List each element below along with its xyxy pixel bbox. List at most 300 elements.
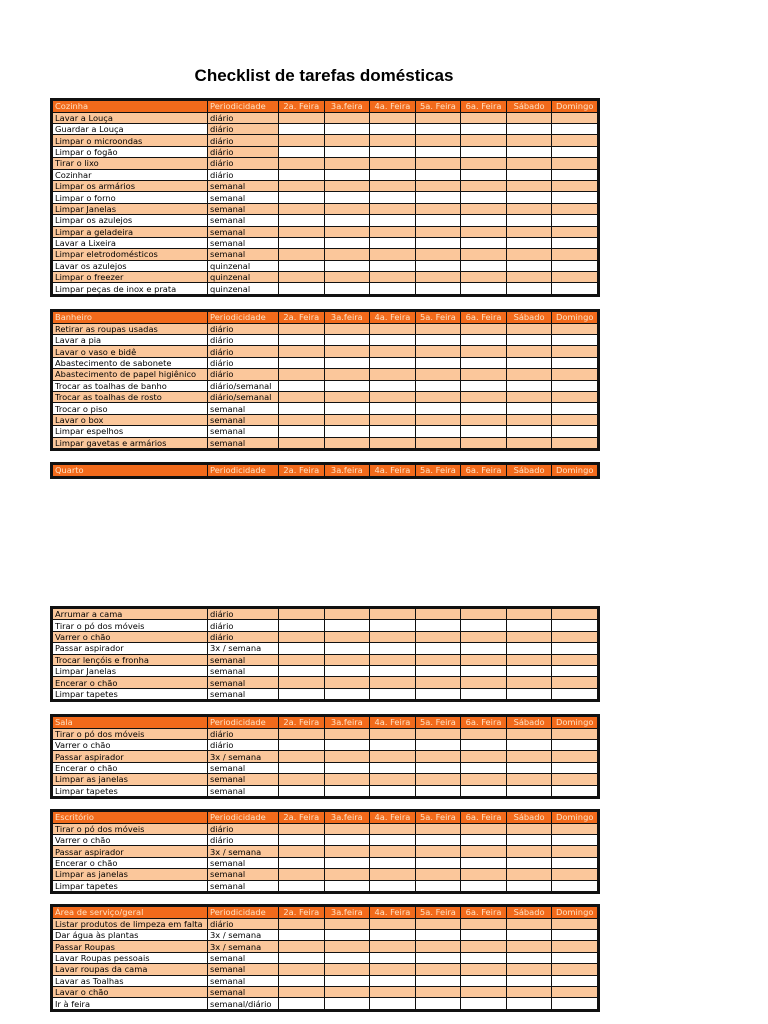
checkbox-cell[interactable] xyxy=(552,857,598,868)
checkbox-cell[interactable] xyxy=(552,260,598,271)
checkbox-cell[interactable] xyxy=(461,609,507,620)
checkbox-cell[interactable] xyxy=(461,631,507,642)
checkbox-cell[interactable] xyxy=(324,426,370,437)
checkbox-cell[interactable] xyxy=(552,123,598,134)
checkbox-cell[interactable] xyxy=(370,751,416,762)
checkbox-cell[interactable] xyxy=(461,158,507,169)
checkbox-cell[interactable] xyxy=(552,272,598,283)
checkbox-cell[interactable] xyxy=(370,403,416,414)
checkbox-cell[interactable] xyxy=(506,941,552,952)
checkbox-cell[interactable] xyxy=(552,357,598,368)
checkbox-cell[interactable] xyxy=(370,346,416,357)
checkbox-cell[interactable] xyxy=(279,880,325,891)
checkbox-cell[interactable] xyxy=(324,728,370,739)
checkbox-cell[interactable] xyxy=(370,665,416,676)
checkbox-cell[interactable] xyxy=(370,135,416,146)
checkbox-cell[interactable] xyxy=(552,941,598,952)
checkbox-cell[interactable] xyxy=(415,260,461,271)
checkbox-cell[interactable] xyxy=(279,437,325,448)
checkbox-cell[interactable] xyxy=(279,215,325,226)
checkbox-cell[interactable] xyxy=(415,952,461,963)
checkbox-cell[interactable] xyxy=(506,426,552,437)
checkbox-cell[interactable] xyxy=(552,762,598,773)
checkbox-cell[interactable] xyxy=(415,774,461,785)
checkbox-cell[interactable] xyxy=(415,369,461,380)
checkbox-cell[interactable] xyxy=(324,369,370,380)
checkbox-cell[interactable] xyxy=(461,941,507,952)
checkbox-cell[interactable] xyxy=(324,774,370,785)
checkbox-cell[interactable] xyxy=(324,846,370,857)
checkbox-cell[interactable] xyxy=(279,380,325,391)
checkbox-cell[interactable] xyxy=(552,192,598,203)
checkbox-cell[interactable] xyxy=(370,283,416,294)
checkbox-cell[interactable] xyxy=(461,123,507,134)
checkbox-cell[interactable] xyxy=(370,774,416,785)
checkbox-cell[interactable] xyxy=(461,226,507,237)
checkbox-cell[interactable] xyxy=(506,414,552,425)
checkbox-cell[interactable] xyxy=(370,846,416,857)
checkbox-cell[interactable] xyxy=(279,975,325,986)
checkbox-cell[interactable] xyxy=(461,762,507,773)
checkbox-cell[interactable] xyxy=(370,857,416,868)
checkbox-cell[interactable] xyxy=(279,260,325,271)
checkbox-cell[interactable] xyxy=(552,952,598,963)
checkbox-cell[interactable] xyxy=(552,226,598,237)
checkbox-cell[interactable] xyxy=(415,123,461,134)
checkbox-cell[interactable] xyxy=(461,403,507,414)
checkbox-cell[interactable] xyxy=(461,918,507,929)
checkbox-cell[interactable] xyxy=(461,834,507,845)
checkbox-cell[interactable] xyxy=(506,260,552,271)
checkbox-cell[interactable] xyxy=(461,369,507,380)
checkbox-cell[interactable] xyxy=(324,169,370,180)
checkbox-cell[interactable] xyxy=(324,391,370,402)
checkbox-cell[interactable] xyxy=(370,620,416,631)
checkbox-cell[interactable] xyxy=(415,158,461,169)
checkbox-cell[interactable] xyxy=(461,323,507,334)
checkbox-cell[interactable] xyxy=(279,334,325,345)
checkbox-cell[interactable] xyxy=(506,918,552,929)
checkbox-cell[interactable] xyxy=(552,846,598,857)
checkbox-cell[interactable] xyxy=(324,631,370,642)
checkbox-cell[interactable] xyxy=(279,203,325,214)
checkbox-cell[interactable] xyxy=(552,403,598,414)
checkbox-cell[interactable] xyxy=(370,762,416,773)
checkbox-cell[interactable] xyxy=(552,918,598,929)
checkbox-cell[interactable] xyxy=(370,986,416,997)
checkbox-cell[interactable] xyxy=(279,941,325,952)
checkbox-cell[interactable] xyxy=(506,823,552,834)
checkbox-cell[interactable] xyxy=(552,774,598,785)
checkbox-cell[interactable] xyxy=(415,169,461,180)
checkbox-cell[interactable] xyxy=(552,135,598,146)
checkbox-cell[interactable] xyxy=(415,112,461,123)
checkbox-cell[interactable] xyxy=(279,998,325,1009)
checkbox-cell[interactable] xyxy=(461,146,507,157)
checkbox-cell[interactable] xyxy=(552,180,598,191)
checkbox-cell[interactable] xyxy=(415,762,461,773)
checkbox-cell[interactable] xyxy=(370,975,416,986)
checkbox-cell[interactable] xyxy=(552,631,598,642)
checkbox-cell[interactable] xyxy=(506,203,552,214)
checkbox-cell[interactable] xyxy=(552,677,598,688)
checkbox-cell[interactable] xyxy=(324,414,370,425)
checkbox-cell[interactable] xyxy=(279,762,325,773)
checkbox-cell[interactable] xyxy=(279,283,325,294)
checkbox-cell[interactable] xyxy=(370,112,416,123)
checkbox-cell[interactable] xyxy=(415,857,461,868)
checkbox-cell[interactable] xyxy=(415,146,461,157)
checkbox-cell[interactable] xyxy=(279,391,325,402)
checkbox-cell[interactable] xyxy=(370,728,416,739)
checkbox-cell[interactable] xyxy=(279,751,325,762)
checkbox-cell[interactable] xyxy=(461,283,507,294)
checkbox-cell[interactable] xyxy=(506,112,552,123)
checkbox-cell[interactable] xyxy=(461,169,507,180)
checkbox-cell[interactable] xyxy=(415,654,461,665)
checkbox-cell[interactable] xyxy=(552,785,598,796)
checkbox-cell[interactable] xyxy=(552,323,598,334)
checkbox-cell[interactable] xyxy=(370,357,416,368)
checkbox-cell[interactable] xyxy=(324,964,370,975)
checkbox-cell[interactable] xyxy=(370,180,416,191)
checkbox-cell[interactable] xyxy=(461,237,507,248)
checkbox-cell[interactable] xyxy=(415,929,461,940)
checkbox-cell[interactable] xyxy=(415,192,461,203)
checkbox-cell[interactable] xyxy=(506,785,552,796)
checkbox-cell[interactable] xyxy=(279,180,325,191)
checkbox-cell[interactable] xyxy=(552,665,598,676)
checkbox-cell[interactable] xyxy=(415,834,461,845)
checkbox-cell[interactable] xyxy=(415,688,461,699)
checkbox-cell[interactable] xyxy=(461,869,507,880)
checkbox-cell[interactable] xyxy=(506,380,552,391)
checkbox-cell[interactable] xyxy=(279,226,325,237)
checkbox-cell[interactable] xyxy=(461,929,507,940)
checkbox-cell[interactable] xyxy=(324,334,370,345)
checkbox-cell[interactable] xyxy=(506,437,552,448)
checkbox-cell[interactable] xyxy=(506,654,552,665)
checkbox-cell[interactable] xyxy=(370,643,416,654)
checkbox-cell[interactable] xyxy=(415,728,461,739)
checkbox-cell[interactable] xyxy=(324,158,370,169)
checkbox-cell[interactable] xyxy=(461,272,507,283)
checkbox-cell[interactable] xyxy=(461,774,507,785)
checkbox-cell[interactable] xyxy=(552,998,598,1009)
checkbox-cell[interactable] xyxy=(324,739,370,750)
checkbox-cell[interactable] xyxy=(324,346,370,357)
checkbox-cell[interactable] xyxy=(324,403,370,414)
checkbox-cell[interactable] xyxy=(506,739,552,750)
checkbox-cell[interactable] xyxy=(279,952,325,963)
checkbox-cell[interactable] xyxy=(324,857,370,868)
checkbox-cell[interactable] xyxy=(279,272,325,283)
checkbox-cell[interactable] xyxy=(324,665,370,676)
checkbox-cell[interactable] xyxy=(279,918,325,929)
checkbox-cell[interactable] xyxy=(415,249,461,260)
checkbox-cell[interactable] xyxy=(552,426,598,437)
checkbox-cell[interactable] xyxy=(324,834,370,845)
checkbox-cell[interactable] xyxy=(415,986,461,997)
checkbox-cell[interactable] xyxy=(415,283,461,294)
checkbox-cell[interactable] xyxy=(552,751,598,762)
checkbox-cell[interactable] xyxy=(279,857,325,868)
checkbox-cell[interactable] xyxy=(461,739,507,750)
checkbox-cell[interactable] xyxy=(415,380,461,391)
checkbox-cell[interactable] xyxy=(370,123,416,134)
checkbox-cell[interactable] xyxy=(506,857,552,868)
checkbox-cell[interactable] xyxy=(415,346,461,357)
checkbox-cell[interactable] xyxy=(506,631,552,642)
checkbox-cell[interactable] xyxy=(552,146,598,157)
checkbox-cell[interactable] xyxy=(324,880,370,891)
checkbox-cell[interactable] xyxy=(370,785,416,796)
checkbox-cell[interactable] xyxy=(506,643,552,654)
checkbox-cell[interactable] xyxy=(506,929,552,940)
checkbox-cell[interactable] xyxy=(279,192,325,203)
checkbox-cell[interactable] xyxy=(461,192,507,203)
checkbox-cell[interactable] xyxy=(506,998,552,1009)
checkbox-cell[interactable] xyxy=(279,237,325,248)
checkbox-cell[interactable] xyxy=(506,834,552,845)
checkbox-cell[interactable] xyxy=(552,643,598,654)
checkbox-cell[interactable] xyxy=(415,964,461,975)
checkbox-cell[interactable] xyxy=(279,869,325,880)
checkbox-cell[interactable] xyxy=(370,334,416,345)
checkbox-cell[interactable] xyxy=(506,751,552,762)
checkbox-cell[interactable] xyxy=(506,180,552,191)
checkbox-cell[interactable] xyxy=(461,998,507,1009)
checkbox-cell[interactable] xyxy=(552,169,598,180)
checkbox-cell[interactable] xyxy=(506,123,552,134)
checkbox-cell[interactable] xyxy=(324,975,370,986)
checkbox-cell[interactable] xyxy=(552,975,598,986)
checkbox-cell[interactable] xyxy=(552,112,598,123)
checkbox-cell[interactable] xyxy=(415,226,461,237)
checkbox-cell[interactable] xyxy=(279,249,325,260)
checkbox-cell[interactable] xyxy=(415,869,461,880)
checkbox-cell[interactable] xyxy=(324,869,370,880)
checkbox-cell[interactable] xyxy=(370,272,416,283)
checkbox-cell[interactable] xyxy=(461,688,507,699)
checkbox-cell[interactable] xyxy=(324,762,370,773)
checkbox-cell[interactable] xyxy=(415,631,461,642)
checkbox-cell[interactable] xyxy=(279,834,325,845)
checkbox-cell[interactable] xyxy=(415,334,461,345)
checkbox-cell[interactable] xyxy=(506,869,552,880)
checkbox-cell[interactable] xyxy=(324,688,370,699)
checkbox-cell[interactable] xyxy=(279,665,325,676)
checkbox-cell[interactable] xyxy=(506,728,552,739)
checkbox-cell[interactable] xyxy=(506,391,552,402)
checkbox-cell[interactable] xyxy=(506,215,552,226)
checkbox-cell[interactable] xyxy=(415,403,461,414)
checkbox-cell[interactable] xyxy=(324,785,370,796)
checkbox-cell[interactable] xyxy=(324,272,370,283)
checkbox-cell[interactable] xyxy=(552,823,598,834)
checkbox-cell[interactable] xyxy=(552,203,598,214)
checkbox-cell[interactable] xyxy=(461,880,507,891)
checkbox-cell[interactable] xyxy=(370,215,416,226)
checkbox-cell[interactable] xyxy=(506,226,552,237)
checkbox-cell[interactable] xyxy=(324,283,370,294)
checkbox-cell[interactable] xyxy=(370,918,416,929)
checkbox-cell[interactable] xyxy=(461,823,507,834)
checkbox-cell[interactable] xyxy=(506,169,552,180)
checkbox-cell[interactable] xyxy=(552,620,598,631)
checkbox-cell[interactable] xyxy=(370,929,416,940)
checkbox-cell[interactable] xyxy=(279,739,325,750)
checkbox-cell[interactable] xyxy=(506,774,552,785)
checkbox-cell[interactable] xyxy=(461,986,507,997)
checkbox-cell[interactable] xyxy=(324,249,370,260)
checkbox-cell[interactable] xyxy=(552,834,598,845)
checkbox-cell[interactable] xyxy=(461,751,507,762)
checkbox-cell[interactable] xyxy=(279,620,325,631)
checkbox-cell[interactable] xyxy=(324,437,370,448)
checkbox-cell[interactable] xyxy=(370,869,416,880)
checkbox-cell[interactable] xyxy=(415,323,461,334)
checkbox-cell[interactable] xyxy=(324,357,370,368)
checkbox-cell[interactable] xyxy=(370,823,416,834)
checkbox-cell[interactable] xyxy=(279,688,325,699)
checkbox-cell[interactable] xyxy=(415,677,461,688)
checkbox-cell[interactable] xyxy=(370,834,416,845)
checkbox-cell[interactable] xyxy=(324,146,370,157)
checkbox-cell[interactable] xyxy=(461,249,507,260)
checkbox-cell[interactable] xyxy=(506,272,552,283)
checkbox-cell[interactable] xyxy=(324,654,370,665)
checkbox-cell[interactable] xyxy=(506,952,552,963)
checkbox-cell[interactable] xyxy=(370,369,416,380)
checkbox-cell[interactable] xyxy=(415,665,461,676)
checkbox-cell[interactable] xyxy=(279,346,325,357)
checkbox-cell[interactable] xyxy=(506,158,552,169)
checkbox-cell[interactable] xyxy=(279,414,325,425)
checkbox-cell[interactable] xyxy=(370,631,416,642)
checkbox-cell[interactable] xyxy=(552,414,598,425)
checkbox-cell[interactable] xyxy=(552,249,598,260)
checkbox-cell[interactable] xyxy=(461,180,507,191)
checkbox-cell[interactable] xyxy=(415,846,461,857)
checkbox-cell[interactable] xyxy=(279,631,325,642)
checkbox-cell[interactable] xyxy=(506,403,552,414)
checkbox-cell[interactable] xyxy=(415,180,461,191)
checkbox-cell[interactable] xyxy=(324,323,370,334)
checkbox-cell[interactable] xyxy=(370,437,416,448)
checkbox-cell[interactable] xyxy=(461,346,507,357)
checkbox-cell[interactable] xyxy=(461,785,507,796)
checkbox-cell[interactable] xyxy=(324,998,370,1009)
checkbox-cell[interactable] xyxy=(370,192,416,203)
checkbox-cell[interactable] xyxy=(370,739,416,750)
checkbox-cell[interactable] xyxy=(415,739,461,750)
checkbox-cell[interactable] xyxy=(324,643,370,654)
checkbox-cell[interactable] xyxy=(324,260,370,271)
checkbox-cell[interactable] xyxy=(506,762,552,773)
checkbox-cell[interactable] xyxy=(552,739,598,750)
checkbox-cell[interactable] xyxy=(461,677,507,688)
checkbox-cell[interactable] xyxy=(461,203,507,214)
checkbox-cell[interactable] xyxy=(324,952,370,963)
checkbox-cell[interactable] xyxy=(279,357,325,368)
checkbox-cell[interactable] xyxy=(415,357,461,368)
checkbox-cell[interactable] xyxy=(370,158,416,169)
checkbox-cell[interactable] xyxy=(324,620,370,631)
checkbox-cell[interactable] xyxy=(506,135,552,146)
checkbox-cell[interactable] xyxy=(279,986,325,997)
checkbox-cell[interactable] xyxy=(506,237,552,248)
checkbox-cell[interactable] xyxy=(461,357,507,368)
checkbox-cell[interactable] xyxy=(552,380,598,391)
checkbox-cell[interactable] xyxy=(461,380,507,391)
checkbox-cell[interactable] xyxy=(324,986,370,997)
checkbox-cell[interactable] xyxy=(506,964,552,975)
checkbox-cell[interactable] xyxy=(415,203,461,214)
checkbox-cell[interactable] xyxy=(552,728,598,739)
checkbox-cell[interactable] xyxy=(461,654,507,665)
checkbox-cell[interactable] xyxy=(370,169,416,180)
checkbox-cell[interactable] xyxy=(415,237,461,248)
checkbox-cell[interactable] xyxy=(415,272,461,283)
checkbox-cell[interactable] xyxy=(415,135,461,146)
checkbox-cell[interactable] xyxy=(370,260,416,271)
checkbox-cell[interactable] xyxy=(279,677,325,688)
checkbox-cell[interactable] xyxy=(461,334,507,345)
checkbox-cell[interactable] xyxy=(506,146,552,157)
checkbox-cell[interactable] xyxy=(415,880,461,891)
checkbox-cell[interactable] xyxy=(415,751,461,762)
checkbox-cell[interactable] xyxy=(461,437,507,448)
checkbox-cell[interactable] xyxy=(552,283,598,294)
checkbox-cell[interactable] xyxy=(279,785,325,796)
checkbox-cell[interactable] xyxy=(461,665,507,676)
checkbox-cell[interactable] xyxy=(415,437,461,448)
checkbox-cell[interactable] xyxy=(279,426,325,437)
checkbox-cell[interactable] xyxy=(370,654,416,665)
checkbox-cell[interactable] xyxy=(506,975,552,986)
checkbox-cell[interactable] xyxy=(506,609,552,620)
checkbox-cell[interactable] xyxy=(552,437,598,448)
checkbox-cell[interactable] xyxy=(324,215,370,226)
checkbox-cell[interactable] xyxy=(506,249,552,260)
checkbox-cell[interactable] xyxy=(461,857,507,868)
checkbox-cell[interactable] xyxy=(506,986,552,997)
checkbox-cell[interactable] xyxy=(461,414,507,425)
checkbox-cell[interactable] xyxy=(324,226,370,237)
checkbox-cell[interactable] xyxy=(552,391,598,402)
checkbox-cell[interactable] xyxy=(461,391,507,402)
checkbox-cell[interactable] xyxy=(461,975,507,986)
checkbox-cell[interactable] xyxy=(279,643,325,654)
checkbox-cell[interactable] xyxy=(370,677,416,688)
checkbox-cell[interactable] xyxy=(506,677,552,688)
checkbox-cell[interactable] xyxy=(324,112,370,123)
checkbox-cell[interactable] xyxy=(461,215,507,226)
checkbox-cell[interactable] xyxy=(552,215,598,226)
checkbox-cell[interactable] xyxy=(415,391,461,402)
checkbox-cell[interactable] xyxy=(324,677,370,688)
checkbox-cell[interactable] xyxy=(552,964,598,975)
checkbox-cell[interactable] xyxy=(506,665,552,676)
checkbox-cell[interactable] xyxy=(552,929,598,940)
checkbox-cell[interactable] xyxy=(415,215,461,226)
checkbox-cell[interactable] xyxy=(370,380,416,391)
checkbox-cell[interactable] xyxy=(506,620,552,631)
checkbox-cell[interactable] xyxy=(324,941,370,952)
checkbox-cell[interactable] xyxy=(279,654,325,665)
checkbox-cell[interactable] xyxy=(370,880,416,891)
